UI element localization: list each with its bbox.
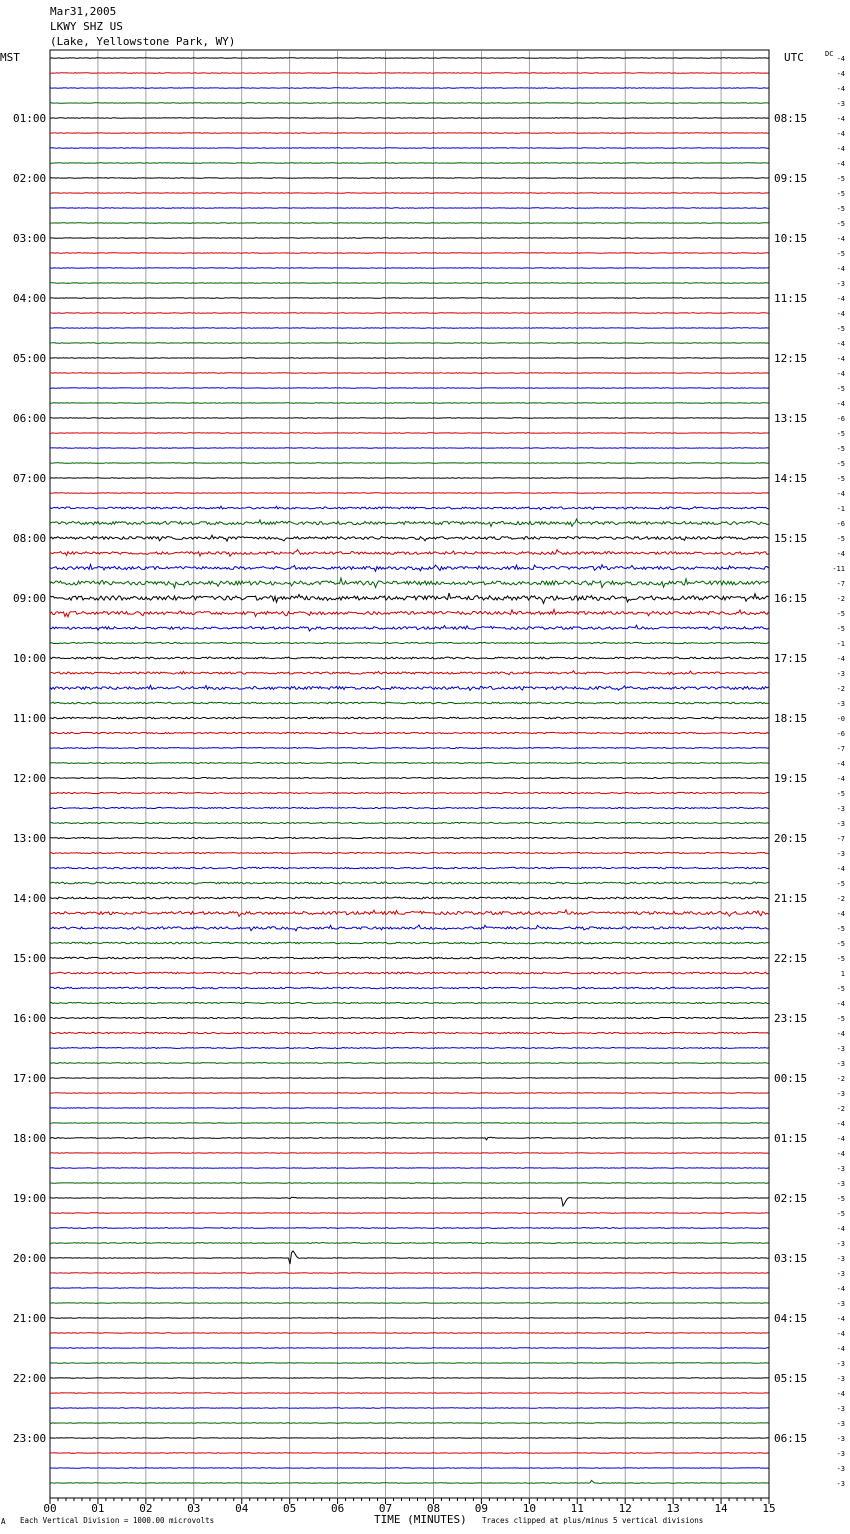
seismic-trace <box>50 1303 769 1304</box>
seismic-trace <box>50 578 769 588</box>
seismic-trace <box>50 103 769 104</box>
utc-hour-label: 01:15 <box>774 1132 808 1145</box>
x-axis-title: TIME (MINUTES) <box>374 1513 467 1526</box>
seismic-trace <box>50 1378 769 1379</box>
mst-hour-label: 20:00 <box>13 1252 47 1265</box>
seismic-trace <box>50 463 769 464</box>
mst-hour-label: 17:00 <box>13 1072 47 1085</box>
seismic-trace <box>50 852 769 853</box>
mst-hour-label: 04:00 <box>13 292 47 305</box>
dc-offset-label: -4 <box>836 655 845 663</box>
dc-offset-label: -2 <box>836 685 845 693</box>
dc-offset-label: -3 <box>836 1480 845 1488</box>
seismic-trace <box>50 1251 769 1264</box>
seismic-trace <box>50 343 769 344</box>
dc-offset-label: -3 <box>836 1165 845 1173</box>
plot-frame <box>50 50 769 1498</box>
utc-hour-label: 10:15 <box>774 232 808 245</box>
mst-hour-label: 19:00 <box>13 1192 47 1205</box>
x-tick-label: 12 <box>618 1502 632 1515</box>
dc-offset-label: -3 <box>836 1240 845 1248</box>
seismic-trace <box>50 1183 769 1184</box>
utc-hour-label: 15:15 <box>774 532 808 545</box>
mst-hour-labels <box>13 112 46 1445</box>
seismic-trace <box>50 73 769 74</box>
utc-hour-label: 12:15 <box>774 352 808 365</box>
seismic-trace <box>50 925 769 931</box>
seismic-trace <box>50 535 769 541</box>
dc-offset-label: -2 <box>836 895 845 903</box>
seismic-trace <box>50 1468 769 1469</box>
dc-offset-label: -4 <box>836 55 845 63</box>
dc-offset-label: -3 <box>836 1420 845 1428</box>
dc-offset-label: -5 <box>836 220 845 228</box>
dc-offset-label: -4 <box>836 265 845 273</box>
x-tick-label: 01 <box>91 1502 105 1515</box>
x-tick-label: 03 <box>187 1502 201 1515</box>
utc-hour-label: 16:15 <box>774 592 808 605</box>
x-tick-label: 05 <box>283 1502 297 1515</box>
seismic-trace <box>50 193 769 194</box>
seismic-trace <box>50 223 769 224</box>
header-date: Mar31,2005 <box>50 5 117 18</box>
seismic-trace <box>50 987 769 989</box>
mst-hour-label: 15:00 <box>13 952 47 965</box>
seismic-trace <box>50 1197 769 1206</box>
dc-offset-label: -3 <box>836 850 845 858</box>
seismic-trace <box>50 268 769 269</box>
seismic-trace <box>50 493 769 494</box>
x-tick-label: 09 <box>474 1502 489 1515</box>
dc-offset-label: -5 <box>836 1015 845 1023</box>
dc-offset-label: -5 <box>836 175 845 183</box>
dc-offset-label: -4 <box>836 340 845 348</box>
seismic-trace <box>50 685 769 690</box>
mst-hour-label: 02:00 <box>13 172 47 185</box>
x-tick-label: 07 <box>378 1502 393 1515</box>
dc-offset-label: -4 <box>836 235 845 243</box>
dc-column-label: DC <box>825 50 834 58</box>
seismic-trace <box>50 133 769 134</box>
seismic-trace <box>50 283 769 284</box>
seismic-trace <box>50 910 769 917</box>
utc-hour-label: 23:15 <box>774 1012 808 1025</box>
utc-hour-label: 20:15 <box>774 832 808 845</box>
dc-offset-label: -4 <box>836 865 845 873</box>
seismic-trace <box>50 1363 769 1364</box>
dc-offset-label: -3 <box>836 1375 845 1383</box>
mst-hour-label: 14:00 <box>13 892 47 905</box>
seismic-trace <box>50 1048 769 1049</box>
utc-hour-label: 14:15 <box>774 472 808 485</box>
dc-offset-label: -3 <box>836 1270 845 1278</box>
seismic-trace <box>50 1333 769 1334</box>
dc-offset-label: -2 <box>836 1075 845 1083</box>
seismic-trace <box>50 178 769 179</box>
utc-hour-label: 22:15 <box>774 952 808 965</box>
dc-offset-label: -3 <box>836 100 845 108</box>
x-tick-label: 04 <box>235 1502 249 1515</box>
seismic-trace <box>50 837 769 838</box>
mst-hour-label: 16:00 <box>13 1012 47 1025</box>
seismic-trace <box>50 702 769 704</box>
dc-offset-label: -7 <box>836 745 845 753</box>
dc-offset-label: -3 <box>836 1435 845 1443</box>
dc-offset-label: -4 <box>836 145 845 153</box>
dc-offset-label: -5 <box>836 985 845 993</box>
dc-offset-label: -4 <box>836 115 845 123</box>
dc-offset-labels <box>832 55 845 1488</box>
dc-offset-label: -3 <box>836 1465 845 1473</box>
utc-hour-label: 00:15 <box>774 1072 808 1085</box>
seismic-trace <box>50 717 769 719</box>
seismic-trace <box>50 1453 769 1454</box>
dc-offset-label: -1 <box>836 505 845 513</box>
mst-hour-label: 05:00 <box>13 352 47 365</box>
seismic-trace <box>50 519 769 526</box>
dc-offset-label: -5 <box>836 625 845 633</box>
seismic-trace <box>50 1108 769 1109</box>
dc-offset-label: -3 <box>836 820 845 828</box>
dc-offset-label: -3 <box>836 1045 845 1053</box>
dc-offset-label: -5 <box>836 940 845 948</box>
seismic-trace <box>50 748 769 749</box>
seismic-trace <box>50 642 769 643</box>
dc-offset-label: -3 <box>836 1060 845 1068</box>
dc-offset-label: -0 <box>836 715 845 723</box>
utc-hour-label: 09:15 <box>774 172 808 185</box>
utc-hour-label: 13:15 <box>774 412 808 425</box>
mst-hour-label: 08:00 <box>13 532 47 545</box>
dc-offset-label: -4 <box>836 910 845 918</box>
dc-offset-label: -3 <box>836 1180 845 1188</box>
seismic-trace <box>50 1438 769 1439</box>
seismic-trace <box>50 609 769 616</box>
seismic-trace <box>50 972 769 974</box>
dc-offset-label: -3 <box>836 805 845 813</box>
seismic-trace <box>50 1408 769 1409</box>
dc-offset-label: -5 <box>836 205 845 213</box>
x-tick-label: 02 <box>139 1502 153 1515</box>
dc-offset-label: -5 <box>836 475 845 483</box>
seismic-trace <box>50 1063 769 1064</box>
dc-offset-label: -4 <box>836 1120 845 1128</box>
dc-offset-label: -4 <box>836 1315 845 1323</box>
seismic-trace <box>50 506 769 509</box>
dc-offset-label: -4 <box>836 1390 845 1398</box>
seismic-trace <box>50 897 769 899</box>
seismic-trace <box>50 1288 769 1289</box>
dc-offset-label: -4 <box>836 1135 845 1143</box>
seismic-trace <box>50 1078 769 1079</box>
seismic-trace <box>50 1243 769 1244</box>
dc-offset-label: -5 <box>836 610 845 618</box>
dc-offset-label: -4 <box>836 1030 845 1038</box>
dc-offset-label: -5 <box>836 880 845 888</box>
seismic-trace <box>50 1017 769 1018</box>
dc-offset-label: -4 <box>836 355 845 363</box>
dc-offset-label: -1 <box>836 640 845 648</box>
mst-hour-label: 06:00 <box>13 412 47 425</box>
x-tick-label: 00 <box>43 1502 57 1515</box>
x-tick-label: 14 <box>714 1502 728 1515</box>
seismic-trace <box>50 593 769 603</box>
seismic-trace <box>50 1480 769 1483</box>
utc-hour-label: 18:15 <box>774 712 808 725</box>
dc-offset-label: -4 <box>836 490 845 498</box>
utc-hour-label: 19:15 <box>774 772 808 785</box>
dc-offset-label: -6 <box>836 520 845 528</box>
dc-offset-label: -4 <box>836 370 845 378</box>
dc-offset-label: -5 <box>836 955 845 963</box>
x-tick-label: 10 <box>522 1502 536 1515</box>
x-tick-label: 11 <box>570 1502 584 1515</box>
dc-offset-label: -5 <box>836 190 845 198</box>
seismic-trace <box>50 792 769 793</box>
dc-offset-label: -4 <box>836 130 845 138</box>
utc-hour-label: 08:15 <box>774 112 808 125</box>
seismic-trace <box>50 778 769 779</box>
dc-offset-label: -5 <box>836 250 845 258</box>
dc-offset-label: -5 <box>836 430 845 438</box>
dc-offset-label: -5 <box>836 460 845 468</box>
seismic-trace <box>50 1318 769 1319</box>
x-tick-label: 15 <box>762 1502 776 1515</box>
mst-hour-label: 21:00 <box>13 1312 47 1325</box>
dc-offset-label: -3 <box>836 1450 845 1458</box>
seismic-trace <box>50 867 769 869</box>
seismic-trace <box>50 1153 769 1154</box>
seismic-trace <box>50 163 769 164</box>
x-tick-label: 13 <box>666 1502 680 1515</box>
dc-offset-label: 1 <box>840 970 845 978</box>
seismic-trace <box>50 478 769 479</box>
mst-hour-label: 03:00 <box>13 232 47 245</box>
utc-hour-label: 02:15 <box>774 1192 808 1205</box>
dc-offset-label: -6 <box>836 730 845 738</box>
mst-hour-label: 11:00 <box>13 712 47 725</box>
seismic-trace <box>50 942 769 944</box>
seismic-trace <box>50 1002 769 1003</box>
seismic-trace <box>50 1123 769 1124</box>
seismic-trace <box>50 1393 769 1394</box>
dc-offset-label: -3 <box>836 1300 845 1308</box>
dc-offset-label: -4 <box>836 85 845 93</box>
dc-offset-label: -3 <box>836 1360 845 1368</box>
seismic-trace <box>50 118 769 119</box>
seismic-trace <box>50 238 769 239</box>
dc-offset-label: -4 <box>836 1345 845 1353</box>
corner-mark: A <box>1 1517 6 1526</box>
right-timezone-label: UTC <box>784 51 804 64</box>
dc-offset-label: -4 <box>836 160 845 168</box>
seismic-trace <box>50 1228 769 1229</box>
seismic-trace <box>50 550 769 557</box>
dc-offset-label: -3 <box>836 280 845 288</box>
seismic-trace <box>50 328 769 329</box>
dc-offset-label: -2 <box>836 595 845 603</box>
seismic-trace <box>50 564 769 571</box>
dc-offset-label: -5 <box>836 385 845 393</box>
seismic-trace <box>50 313 769 314</box>
dc-offset-label: -5 <box>836 1210 845 1218</box>
seismic-trace <box>50 1137 769 1140</box>
seismic-trace <box>50 1348 769 1349</box>
utc-hour-label: 11:15 <box>774 292 808 305</box>
seismic-trace <box>50 1032 769 1033</box>
dc-offset-label: -5 <box>836 925 845 933</box>
seismic-trace <box>50 1423 769 1424</box>
seismic-trace <box>50 448 769 449</box>
dc-offset-label: -5 <box>836 790 845 798</box>
seismic-trace <box>50 253 769 254</box>
seismic-trace <box>50 388 769 389</box>
mst-hour-label: 22:00 <box>13 1372 47 1385</box>
seismic-trace <box>50 148 769 149</box>
mst-hour-label: 10:00 <box>13 652 47 665</box>
seismic-trace <box>50 671 769 675</box>
seismic-trace <box>50 763 769 764</box>
utc-hour-labels <box>774 112 807 1445</box>
trace-group <box>50 58 769 1484</box>
dc-offset-label: -4 <box>836 1150 845 1158</box>
clip-note: Traces clipped at plus/minus 5 vertical divisions <box>482 1516 704 1525</box>
seismic-trace <box>50 58 769 59</box>
mst-hour-label: 18:00 <box>13 1132 47 1145</box>
mst-hour-label: 23:00 <box>13 1432 47 1445</box>
dc-offset-label: -5 <box>836 1195 845 1203</box>
seismic-trace <box>50 1273 769 1274</box>
header-station: LKWY SHZ US <box>50 20 123 33</box>
seismic-trace <box>50 298 769 299</box>
seismic-trace <box>50 403 769 404</box>
left-timezone-label: MST <box>0 51 20 64</box>
dc-offset-label: -4 <box>836 310 845 318</box>
seismic-trace <box>50 418 769 419</box>
seismic-trace <box>50 88 769 89</box>
seismic-trace <box>50 882 769 884</box>
dc-offset-label: -7 <box>836 580 845 588</box>
x-tick-label: 08 <box>426 1502 441 1515</box>
dc-offset-label: -4 <box>836 1000 845 1008</box>
dc-offset-label: -4 <box>836 550 845 558</box>
utc-hour-label: 21:15 <box>774 892 808 905</box>
mst-hour-label: 09:00 <box>13 592 47 605</box>
dc-offset-label: -2 <box>836 1105 845 1113</box>
utc-hour-label: 06:15 <box>774 1432 808 1445</box>
header-location: (Lake, Yellowstone Park, WY) <box>50 35 236 48</box>
seismic-trace <box>50 358 769 359</box>
dc-offset-label: -5 <box>836 445 845 453</box>
mst-hour-label: 07:00 <box>13 472 47 485</box>
dc-offset-label: -4 <box>836 760 845 768</box>
dc-offset-label: -3 <box>836 670 845 678</box>
seismic-trace <box>50 208 769 209</box>
seismic-trace <box>50 1093 769 1094</box>
dc-offset-label: -4 <box>836 1330 845 1338</box>
mst-hour-label: 13:00 <box>13 832 47 845</box>
dc-offset-label: -3 <box>836 1090 845 1098</box>
seismic-trace <box>50 957 769 959</box>
dc-offset-label: -4 <box>836 775 845 783</box>
dc-offset-label: -5 <box>836 535 845 543</box>
utc-hour-label: 17:15 <box>774 652 808 665</box>
dc-offset-label: -5 <box>836 325 845 333</box>
seismic-trace <box>50 657 769 659</box>
dc-offset-label: -4 <box>836 295 845 303</box>
seismic-trace <box>50 822 769 823</box>
scale-note: Each Vertical Division = 1000.00 microvolts <box>20 1516 215 1525</box>
dc-offset-label: -4 <box>836 400 845 408</box>
dc-offset-label: -4 <box>836 1285 845 1293</box>
seismic-trace <box>50 732 769 733</box>
utc-hour-label: 04:15 <box>774 1312 808 1325</box>
seismic-trace <box>50 807 769 808</box>
seismic-trace <box>50 373 769 374</box>
dc-offset-label: -6 <box>836 415 845 423</box>
dc-offset-label: -7 <box>836 835 845 843</box>
time-grid <box>50 50 769 1498</box>
dc-offset-label: -4 <box>836 70 845 78</box>
dc-offset-label: -3 <box>836 1405 845 1413</box>
utc-hour-label: 05:15 <box>774 1372 808 1385</box>
dc-offset-label: -4 <box>836 1225 845 1233</box>
seismic-trace <box>50 433 769 434</box>
mst-hour-label: 01:00 <box>13 112 47 125</box>
dc-offset-label: -3 <box>836 1255 845 1263</box>
seismic-trace <box>50 625 769 631</box>
mst-hour-label: 12:00 <box>13 772 47 785</box>
dc-offset-label: -11 <box>832 565 845 573</box>
x-tick-label: 06 <box>330 1502 345 1515</box>
seismic-trace <box>50 1168 769 1169</box>
seismic-trace <box>50 1213 769 1214</box>
dc-offset-label: -3 <box>836 700 845 708</box>
utc-hour-label: 03:15 <box>774 1252 808 1265</box>
